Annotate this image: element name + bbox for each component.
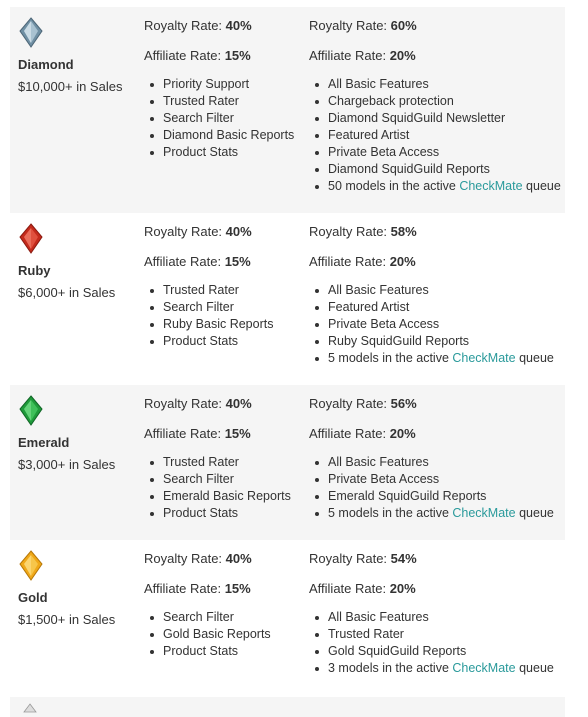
- feature-item: All Basic Features: [309, 454, 554, 471]
- feature-item: Trusted Rater: [309, 626, 554, 643]
- tier-ruby: [10, 213, 565, 385]
- gem-icon-partial: [23, 703, 37, 717]
- feature-item: Trusted Rater: [144, 282, 273, 299]
- ruby-gem-icon: [19, 223, 43, 255]
- tier-requirement: $10,000+ in Sales: [18, 79, 123, 94]
- tier-name: Emerald: [18, 435, 70, 450]
- basic-royalty-rate: Royalty Rate: 40%: [144, 224, 252, 239]
- feature-item: Private Beta Access: [309, 316, 554, 333]
- feature-item: Diamond SquidGuild Newsletter: [309, 110, 561, 127]
- feature-item: Private Beta Access: [309, 471, 554, 488]
- feature-item: Chargeback protection: [309, 93, 561, 110]
- guild-feature-list: [309, 454, 554, 522]
- feature-item: Search Filter: [144, 471, 291, 488]
- basic-affiliate-rate: Affiliate Rate: 15%: [144, 254, 251, 269]
- basic-royalty-rate: Royalty Rate: 40%: [144, 18, 252, 33]
- tier-name: Diamond: [18, 57, 74, 72]
- guild-affiliate-rate: Affiliate Rate: 20%: [309, 254, 416, 269]
- tier-gold: [10, 540, 565, 697]
- tier-requirement: $6,000+ in Sales: [18, 285, 116, 300]
- basic-feature-list: [144, 609, 271, 660]
- guild-affiliate-rate: Affiliate Rate: 20%: [309, 48, 416, 63]
- emerald-gem-icon: [19, 395, 43, 427]
- diamond-gem-icon: [19, 17, 43, 49]
- guild-royalty-rate: Royalty Rate: 58%: [309, 224, 417, 239]
- tier-requirement: $3,000+ in Sales: [18, 457, 116, 472]
- queue-item: 5 models in the active CheckMate queue: [309, 505, 554, 522]
- guild-royalty-rate: Royalty Rate: 56%: [309, 396, 417, 411]
- checkmate-link[interactable]: CheckMate: [459, 179, 523, 193]
- basic-feature-list: [144, 76, 294, 161]
- basic-affiliate-rate: Affiliate Rate: 15%: [144, 426, 251, 441]
- feature-item: Product Stats: [144, 333, 273, 350]
- feature-item: Product Stats: [144, 643, 271, 660]
- feature-item: All Basic Features: [309, 76, 561, 93]
- feature-item: Product Stats: [144, 144, 294, 161]
- tier-diamond: [10, 7, 565, 213]
- guild-feature-list: [309, 282, 554, 367]
- feature-item: Featured Artist: [309, 127, 561, 144]
- feature-item: Search Filter: [144, 299, 273, 316]
- feature-item: Search Filter: [144, 110, 294, 127]
- basic-royalty-rate: Royalty Rate: 40%: [144, 396, 252, 411]
- feature-item: Search Filter: [144, 609, 271, 626]
- tier-requirement: $1,500+ in Sales: [18, 612, 116, 627]
- queue-item: 5 models in the active CheckMate queue: [309, 350, 554, 367]
- guild-affiliate-rate: Affiliate Rate: 20%: [309, 426, 416, 441]
- feature-item: Diamond SquidGuild Reports: [309, 161, 561, 178]
- basic-affiliate-rate: Affiliate Rate: 15%: [144, 581, 251, 596]
- checkmate-link[interactable]: CheckMate: [452, 351, 516, 365]
- basic-feature-list: [144, 282, 273, 350]
- checkmate-link[interactable]: CheckMate: [452, 506, 516, 520]
- gold-gem-icon: [19, 550, 43, 582]
- queue-item: 50 models in the active CheckMate queue: [309, 178, 561, 195]
- feature-item: Emerald SquidGuild Reports: [309, 488, 554, 505]
- checkmate-link[interactable]: CheckMate: [452, 661, 516, 675]
- basic-feature-list: [144, 454, 291, 522]
- feature-item: Ruby Basic Reports: [144, 316, 273, 333]
- feature-item: Trusted Rater: [144, 454, 291, 471]
- feature-item: Ruby SquidGuild Reports: [309, 333, 554, 350]
- feature-item: Priority Support: [144, 76, 294, 93]
- basic-affiliate-rate: Affiliate Rate: 15%: [144, 48, 251, 63]
- feature-item: Diamond Basic Reports: [144, 127, 294, 144]
- feature-item: All Basic Features: [309, 282, 554, 299]
- tier-name: Ruby: [18, 263, 51, 278]
- tier-emerald: [10, 385, 565, 540]
- guild-feature-list: [309, 609, 554, 677]
- queue-item: 3 models in the active CheckMate queue: [309, 660, 554, 677]
- guild-feature-list: [309, 76, 561, 195]
- guild-royalty-rate: Royalty Rate: 54%: [309, 551, 417, 566]
- basic-royalty-rate: Royalty Rate: 40%: [144, 551, 252, 566]
- guild-royalty-rate: Royalty Rate: 60%: [309, 18, 417, 33]
- feature-item: Gold SquidGuild Reports: [309, 643, 554, 660]
- guild-affiliate-rate: Affiliate Rate: 20%: [309, 581, 416, 596]
- feature-item: Trusted Rater: [144, 93, 294, 110]
- tier-name: Gold: [18, 590, 48, 605]
- next-tier-row-partial: [10, 697, 565, 717]
- feature-item: Emerald Basic Reports: [144, 488, 291, 505]
- feature-item: Product Stats: [144, 505, 291, 522]
- feature-item: Gold Basic Reports: [144, 626, 271, 643]
- feature-item: Private Beta Access: [309, 144, 561, 161]
- feature-item: All Basic Features: [309, 609, 554, 626]
- feature-item: Featured Artist: [309, 299, 554, 316]
